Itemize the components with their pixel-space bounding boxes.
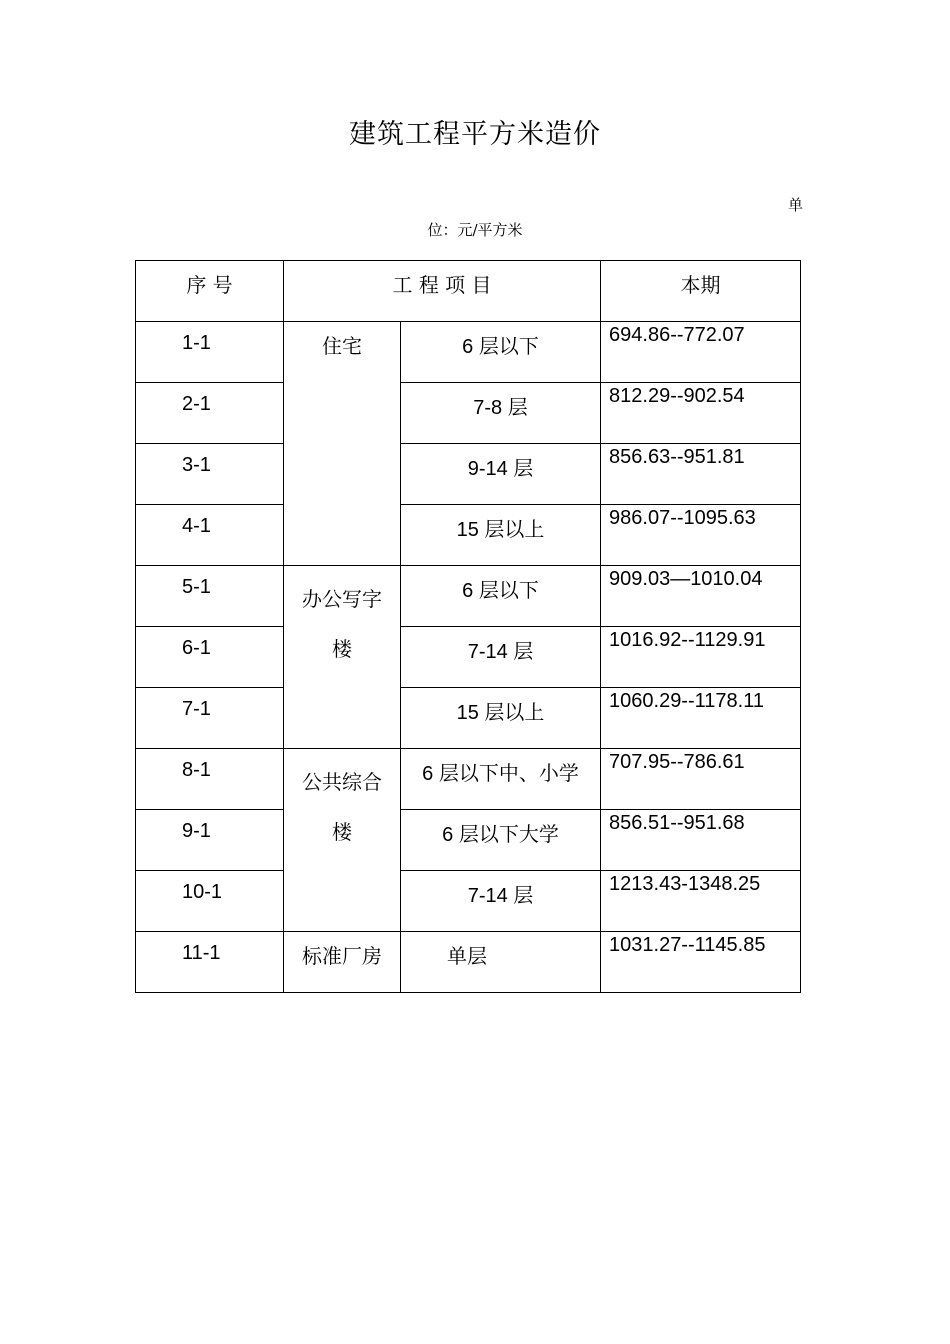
row-price: 856.63--951.81: [601, 444, 801, 505]
row-seq: 11-1: [136, 932, 284, 993]
row-seq: 2-1: [136, 383, 284, 444]
table-row: [136, 566, 801, 627]
row-item: 15 层以上: [401, 688, 601, 749]
row-price: 1016.92--1129.91: [601, 627, 801, 688]
row-price: 1060.29--1178.11: [601, 688, 801, 749]
row-item: 单层: [401, 932, 601, 993]
table-row: [136, 444, 801, 505]
header-current: 本期: [601, 261, 801, 322]
table-row: [136, 810, 801, 871]
row-category: [284, 322, 401, 566]
row-item: 7-14 层: [401, 627, 601, 688]
unit-label-part1: 单: [788, 196, 804, 214]
header-seq: 序 号: [136, 261, 284, 322]
table-row: [136, 505, 801, 566]
category-label: 公共综合: [302, 770, 382, 794]
category-label: 办公写字: [302, 587, 382, 611]
row-item: 6 层以下: [401, 566, 601, 627]
row-price: 1213.43-1348.25: [601, 871, 801, 932]
unit-label-part2: 位：元/平方米: [427, 221, 523, 239]
row-price: 707.95--786.61: [601, 749, 801, 810]
category-label: 标准厂房: [302, 944, 382, 968]
table-row: [136, 749, 801, 810]
header-project: 工 程 项 目: [284, 261, 601, 322]
row-seq: 10-1: [136, 871, 284, 932]
row-item: 7-14 层: [401, 871, 601, 932]
row-category: [284, 749, 401, 932]
table-row: [136, 383, 801, 444]
row-item: 15 层以上: [401, 505, 601, 566]
row-item: 9-14 层: [401, 444, 601, 505]
row-price: 909.03—1010.04: [601, 566, 801, 627]
table-row: [136, 688, 801, 749]
table-row: [136, 932, 801, 993]
table-row: [136, 627, 801, 688]
row-price: 856.51--951.68: [601, 810, 801, 871]
row-category: [284, 566, 401, 749]
row-seq: 6-1: [136, 627, 284, 688]
row-price: 986.07--1095.63: [601, 505, 801, 566]
row-seq: 5-1: [136, 566, 284, 627]
category-label: 住宅: [322, 334, 362, 358]
cost-table: [135, 260, 801, 993]
row-seq: 9-1: [136, 810, 284, 871]
row-item: 6 层以下: [401, 322, 601, 383]
row-price: 1031.27--1145.85: [601, 932, 801, 993]
header-row: [136, 261, 801, 322]
row-item: 6 层以下中、小学: [401, 749, 601, 810]
row-price: 812.29--902.54: [601, 383, 801, 444]
category-label: 楼: [332, 637, 352, 661]
row-seq: 8-1: [136, 749, 284, 810]
row-price: 694.86--772.07: [601, 322, 801, 383]
table-row: [136, 871, 801, 932]
table-row: [136, 322, 801, 383]
page-title: 建筑工程平方米造价: [349, 119, 601, 150]
row-seq: 3-1: [136, 444, 284, 505]
category-label: 楼: [332, 820, 352, 844]
row-seq: 1-1: [136, 322, 284, 383]
row-item: 7-8 层: [401, 383, 601, 444]
row-category: [284, 932, 401, 993]
row-seq: 7-1: [136, 688, 284, 749]
row-seq: 4-1: [136, 505, 284, 566]
row-item: 6 层以下大学: [401, 810, 601, 871]
